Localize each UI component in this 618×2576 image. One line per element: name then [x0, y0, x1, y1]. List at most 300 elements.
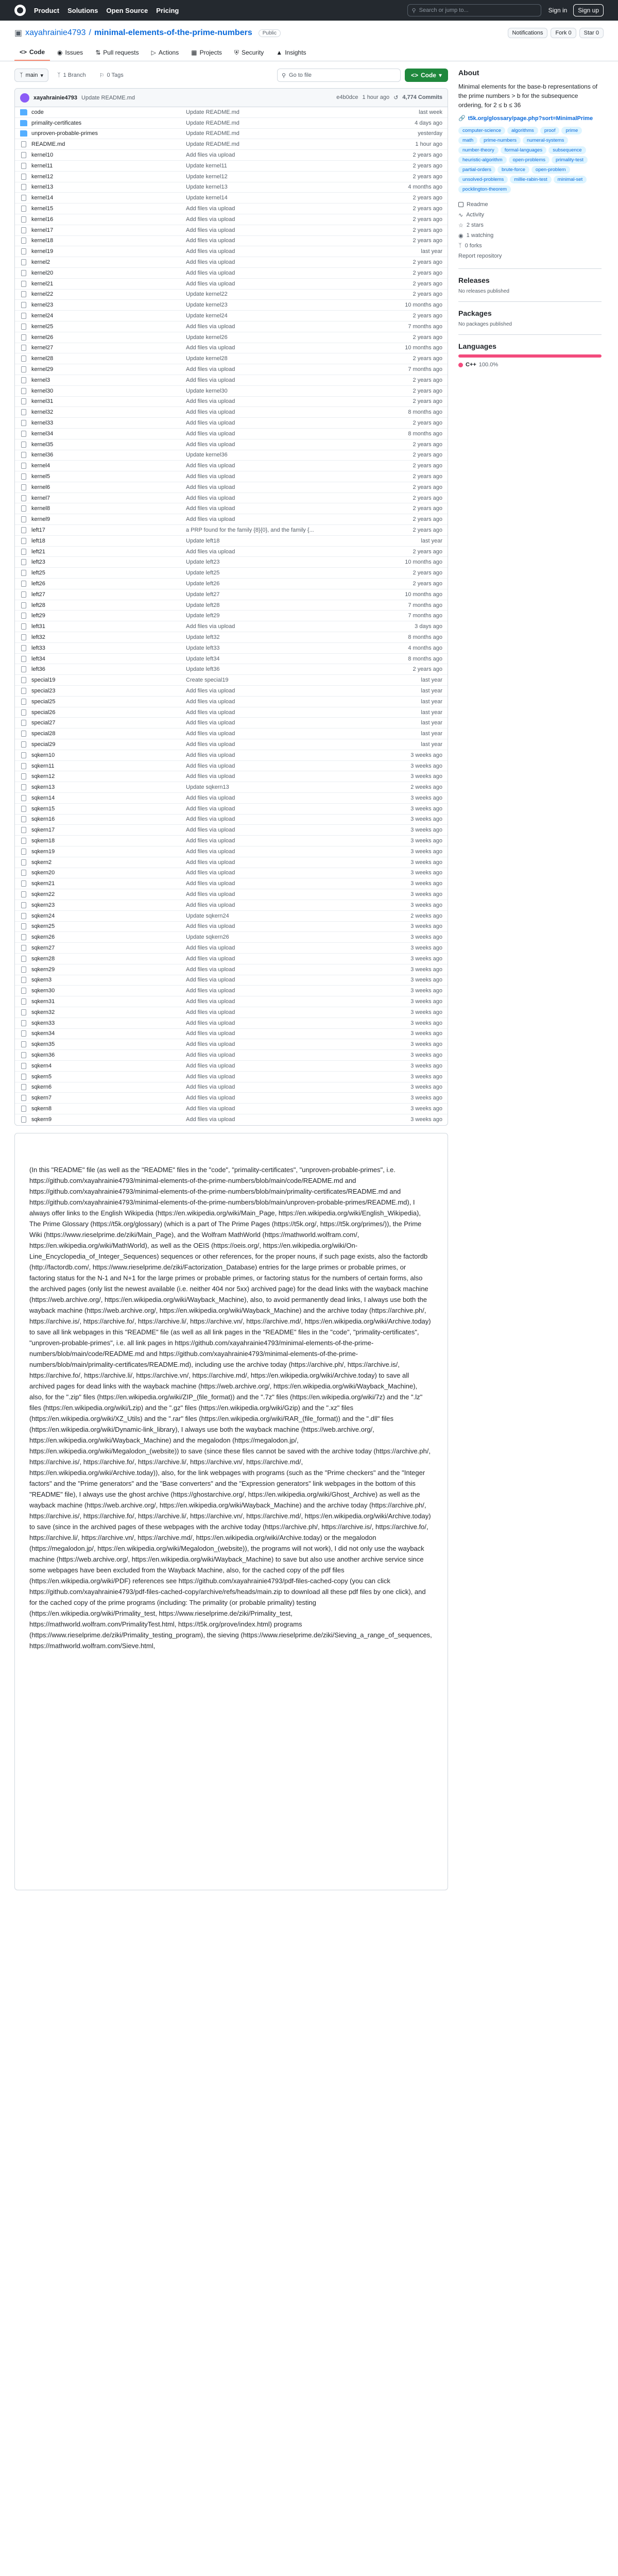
file-name[interactable]: sqkern12 — [31, 773, 55, 780]
file-name[interactable]: primality-certificates — [31, 120, 82, 126]
file-row[interactable] — [15, 771, 448, 782]
file-row[interactable] — [15, 686, 448, 697]
file-commit-message[interactable]: Update kernel30 — [186, 387, 228, 394]
file-row[interactable] — [15, 397, 448, 408]
file-commit-message[interactable]: Add files via upload — [186, 1116, 235, 1123]
file-commit-message[interactable]: Add files via upload — [186, 1030, 235, 1037]
file-row[interactable] — [15, 407, 448, 418]
global-search-input[interactable] — [407, 4, 541, 16]
file-commit-message[interactable]: Add files via upload — [186, 816, 235, 823]
file-commit-message[interactable]: Add files via upload — [186, 1084, 235, 1091]
file-name[interactable]: left33 — [31, 645, 45, 651]
file-commit-message[interactable]: Add files via upload — [186, 259, 235, 266]
file-name[interactable]: sqkern2 — [31, 859, 52, 866]
file-name[interactable]: left23 — [31, 559, 45, 566]
file-commit-message[interactable]: Add files via upload — [186, 420, 235, 426]
file-commit-message[interactable]: Create special19 — [186, 677, 229, 684]
file-commit-message[interactable]: Update left27 — [186, 591, 220, 598]
file-row[interactable] — [15, 375, 448, 386]
file-name[interactable]: sqkern27 — [31, 945, 55, 952]
file-row[interactable] — [15, 836, 448, 846]
file-commit-message[interactable]: Add files via upload — [186, 1052, 235, 1059]
file-commit-message[interactable]: Add files via upload — [186, 773, 235, 780]
file-row[interactable] — [15, 664, 448, 675]
language-item[interactable] — [458, 362, 602, 368]
file-name[interactable]: special26 — [31, 709, 56, 716]
file-name[interactable]: kernel18 — [31, 238, 54, 244]
file-commit-message[interactable]: Update README.md — [186, 141, 239, 148]
file-name[interactable]: left34 — [31, 655, 45, 662]
file-row[interactable] — [15, 643, 448, 654]
file-commit-message[interactable]: Add files via upload — [186, 463, 235, 469]
file-row[interactable] — [15, 290, 448, 300]
file-name[interactable]: kernel16 — [31, 216, 54, 223]
file-name[interactable]: kernel10 — [31, 152, 54, 159]
file-row[interactable] — [15, 225, 448, 236]
file-row[interactable] — [15, 525, 448, 536]
file-commit-message[interactable]: Update left23 — [186, 559, 220, 566]
file-row[interactable] — [15, 1072, 448, 1082]
file-row[interactable] — [15, 815, 448, 825]
file-commit-message[interactable]: Add files via upload — [186, 1095, 235, 1101]
file-name[interactable]: kernel4 — [31, 463, 50, 469]
file-name[interactable]: kernel13 — [31, 184, 54, 191]
file-commit-message[interactable]: Add files via upload — [186, 923, 235, 930]
fork-button[interactable]: Fork 0 — [551, 28, 576, 38]
file-row[interactable] — [15, 943, 448, 954]
file-commit-message[interactable]: Add files via upload — [186, 280, 235, 287]
nav-pricing[interactable]: Pricing — [156, 6, 179, 14]
file-commit-message[interactable]: Add files via upload — [186, 473, 235, 480]
topic-tag[interactable]: numeral-systems — [523, 137, 568, 144]
topic-tag[interactable]: prime — [561, 127, 582, 134]
file-commit-message[interactable]: Update left25 — [186, 570, 220, 577]
tab-security[interactable] — [229, 44, 269, 61]
file-row[interactable] — [15, 353, 448, 364]
file-row[interactable] — [15, 600, 448, 611]
file-name[interactable]: kernel3 — [31, 377, 50, 383]
file-row[interactable] — [15, 654, 448, 665]
file-name[interactable]: README.md — [31, 141, 65, 148]
file-name[interactable]: sqkern3 — [31, 977, 52, 984]
file-name[interactable]: sqkern18 — [31, 838, 55, 844]
file-commit-message[interactable]: Update kernel14 — [186, 195, 228, 201]
file-name[interactable]: sqkern5 — [31, 1073, 52, 1080]
file-row[interactable] — [15, 429, 448, 439]
file-name[interactable]: left32 — [31, 634, 45, 640]
file-name[interactable]: sqkern11 — [31, 762, 55, 769]
file-commit-message[interactable]: Add files via upload — [186, 1073, 235, 1080]
topic-tag[interactable]: heuristic-algorithm — [458, 156, 507, 164]
file-commit-message[interactable]: Add files via upload — [186, 988, 235, 994]
commit-hash[interactable]: e4b0dce — [336, 94, 358, 100]
file-row[interactable] — [15, 386, 448, 397]
file-row[interactable] — [15, 868, 448, 879]
file-row[interactable] — [15, 236, 448, 247]
file-row[interactable] — [15, 579, 448, 589]
file-row[interactable] — [15, 482, 448, 493]
file-name[interactable]: sqkern34 — [31, 1030, 55, 1037]
file-commit-message[interactable]: Update kernel22 — [186, 291, 228, 298]
file-name[interactable]: special27 — [31, 720, 56, 726]
file-name[interactable]: left21 — [31, 548, 45, 555]
file-row[interactable] — [15, 697, 448, 707]
file-commit-message[interactable]: Update left32 — [186, 634, 220, 640]
file-commit-message[interactable]: Add files via upload — [186, 409, 235, 416]
file-name[interactable]: sqkern10 — [31, 752, 55, 758]
file-row[interactable] — [15, 857, 448, 868]
history-icon[interactable]: ↺ — [393, 95, 399, 101]
file-name[interactable]: special19 — [31, 677, 56, 684]
file-row[interactable] — [15, 846, 448, 857]
file-name[interactable]: kernel34 — [31, 430, 54, 437]
repo-name-link[interactable]: minimal-elements-of-the-prime-numbers — [94, 28, 252, 37]
file-name[interactable]: left25 — [31, 570, 45, 577]
topic-tag[interactable]: partial-orders — [458, 166, 495, 174]
file-name[interactable]: left36 — [31, 666, 45, 673]
file-commit-message[interactable]: Add files via upload — [186, 548, 235, 555]
file-commit-message[interactable]: Add files via upload — [186, 323, 235, 330]
file-name[interactable]: sqkern22 — [31, 891, 55, 898]
file-name[interactable]: special25 — [31, 698, 56, 705]
code-dropdown-button[interactable] — [405, 69, 448, 82]
file-commit-message[interactable]: Add files via upload — [186, 687, 235, 694]
file-row[interactable] — [15, 204, 448, 214]
file-commit-message[interactable]: Add files via upload — [186, 720, 235, 726]
file-commit-message[interactable]: Update kernel36 — [186, 452, 228, 459]
nav-product[interactable]: Product — [34, 6, 60, 14]
file-commit-message[interactable]: Add files via upload — [186, 752, 235, 758]
file-commit-message[interactable]: Add files via upload — [186, 891, 235, 898]
topic-tag[interactable]: millie-rabin-test — [510, 176, 551, 183]
tab-code[interactable] — [14, 44, 50, 61]
file-row[interactable] — [15, 172, 448, 182]
file-commit-message[interactable]: Add files via upload — [186, 762, 235, 769]
file-commit-message[interactable]: Update sqkern24 — [186, 912, 229, 919]
file-row[interactable] — [15, 761, 448, 772]
topic-tag[interactable]: prime-numbers — [479, 137, 521, 144]
file-row[interactable] — [15, 257, 448, 268]
file-name[interactable]: sqkern4 — [31, 1062, 52, 1069]
file-name[interactable]: left26 — [31, 580, 45, 587]
file-name[interactable]: left17 — [31, 527, 45, 533]
file-name[interactable]: kernel20 — [31, 269, 54, 276]
file-row[interactable] — [15, 1018, 448, 1029]
file-name[interactable]: kernel24 — [31, 313, 54, 319]
file-name[interactable]: left27 — [31, 591, 45, 598]
file-row[interactable] — [15, 129, 448, 140]
file-commit-message[interactable]: Update kernel23 — [186, 302, 228, 309]
tab-actions[interactable] — [146, 44, 184, 61]
file-row[interactable] — [15, 1050, 448, 1061]
file-name[interactable]: sqkern31 — [31, 998, 55, 1005]
file-row[interactable] — [15, 321, 448, 332]
tab-insights[interactable] — [271, 44, 311, 61]
file-commit-message[interactable]: Update left29 — [186, 613, 220, 619]
file-row[interactable] — [15, 996, 448, 1007]
file-commit-message[interactable]: Update left18 — [186, 537, 220, 544]
file-commit-message[interactable]: Add files via upload — [186, 998, 235, 1005]
file-row[interactable] — [15, 782, 448, 793]
file-row[interactable] — [15, 536, 448, 547]
file-row[interactable] — [15, 193, 448, 204]
file-commit-message[interactable]: Add files via upload — [186, 248, 235, 255]
file-row[interactable] — [15, 707, 448, 718]
file-name[interactable]: sqkern9 — [31, 1116, 52, 1123]
file-commit-message[interactable]: Add files via upload — [186, 966, 235, 973]
file-name[interactable]: left29 — [31, 613, 45, 619]
file-row[interactable] — [15, 1082, 448, 1093]
topic-tag[interactable]: minimal-set — [554, 176, 587, 183]
file-commit-message[interactable]: Add files via upload — [186, 216, 235, 223]
file-commit-message[interactable]: Update kernel26 — [186, 334, 228, 341]
file-name[interactable]: sqkern20 — [31, 870, 55, 876]
topic-tag[interactable]: unsolved-problems — [458, 176, 508, 183]
file-commit-message[interactable]: Update kernel24 — [186, 313, 228, 319]
report-repository-link[interactable] — [458, 251, 602, 261]
file-commit-message[interactable]: Add files via upload — [186, 731, 235, 737]
file-commit-message[interactable]: Add files via upload — [186, 238, 235, 244]
file-name[interactable]: sqkern15 — [31, 805, 55, 812]
file-name[interactable]: kernel36 — [31, 452, 54, 459]
file-name[interactable]: left31 — [31, 623, 45, 630]
stat-readme[interactable] — [458, 199, 602, 210]
file-row[interactable] — [15, 1093, 448, 1104]
file-commit-message[interactable]: Update kernel28 — [186, 355, 228, 362]
file-name[interactable]: sqkern26 — [31, 934, 55, 941]
file-row[interactable] — [15, 1114, 448, 1125]
file-row[interactable] — [15, 675, 448, 686]
file-commit-message[interactable]: Add files via upload — [186, 505, 235, 512]
avatar[interactable] — [20, 93, 29, 103]
topic-tag[interactable]: primality-test — [552, 156, 588, 164]
file-name[interactable]: kernel8 — [31, 505, 50, 512]
file-row[interactable] — [15, 1104, 448, 1114]
file-name[interactable]: kernel22 — [31, 291, 54, 298]
file-row[interactable] — [15, 503, 448, 514]
releases-title[interactable]: Releases — [458, 276, 490, 284]
file-name[interactable]: sqkern6 — [31, 1084, 52, 1091]
topic-tag[interactable]: number-theory — [458, 146, 499, 154]
file-commit-message[interactable]: Update sqkern26 — [186, 934, 229, 941]
file-row[interactable] — [15, 793, 448, 804]
file-name[interactable]: kernel5 — [31, 473, 50, 480]
file-row[interactable] — [15, 514, 448, 525]
stat-activity[interactable] — [458, 210, 602, 220]
file-commit-message[interactable]: Add files via upload — [186, 741, 235, 748]
file-row[interactable] — [15, 279, 448, 290]
file-commit-message[interactable]: Add files via upload — [186, 709, 235, 716]
file-name[interactable]: sqkern8 — [31, 1106, 52, 1112]
tab-projects[interactable] — [186, 44, 227, 61]
file-name[interactable]: kernel25 — [31, 323, 54, 330]
file-row[interactable] — [15, 986, 448, 996]
file-row[interactable] — [15, 750, 448, 761]
file-commit-message[interactable]: Add files via upload — [186, 848, 235, 855]
file-row[interactable] — [15, 557, 448, 568]
file-name[interactable]: sqkern35 — [31, 1041, 55, 1048]
file-commit-message[interactable]: Add files via upload — [186, 206, 235, 212]
file-name[interactable]: sqkern29 — [31, 966, 55, 973]
file-commit-message[interactable]: Update kernel12 — [186, 173, 228, 180]
file-name[interactable]: kernel19 — [31, 248, 54, 255]
file-commit-message[interactable]: Add files via upload — [186, 495, 235, 501]
file-name[interactable]: kernel6 — [31, 484, 50, 490]
file-commit-message[interactable]: Add files via upload — [186, 345, 235, 351]
file-name[interactable]: sqkern25 — [31, 923, 55, 930]
file-name[interactable]: kernel29 — [31, 366, 54, 373]
file-name[interactable]: kernel7 — [31, 495, 50, 501]
file-name[interactable]: sqkern13 — [31, 784, 55, 791]
commits-count[interactable]: 4,774 Commits — [402, 94, 442, 100]
file-commit-message[interactable]: a PRP found for the family {8}{0}, and the family {... — [186, 527, 314, 533]
tags-link[interactable] — [95, 69, 128, 82]
file-commit-message[interactable]: Add files via upload — [186, 880, 235, 887]
file-commit-message[interactable]: Update left28 — [186, 602, 220, 608]
file-row[interactable] — [15, 632, 448, 643]
file-name[interactable]: kernel23 — [31, 302, 54, 309]
file-name[interactable]: kernel2 — [31, 259, 50, 266]
file-commit-message[interactable]: Add files via upload — [186, 377, 235, 383]
file-name[interactable]: special29 — [31, 741, 56, 748]
file-row[interactable] — [15, 911, 448, 922]
file-name[interactable]: sqkern19 — [31, 848, 55, 855]
topic-tag[interactable]: subsequence — [548, 146, 586, 154]
branch-selector[interactable] — [14, 69, 48, 82]
file-name[interactable]: kernel14 — [31, 195, 54, 201]
file-commit-message[interactable]: Add files via upload — [186, 269, 235, 276]
file-commit-message[interactable]: Add files via upload — [186, 516, 235, 523]
file-name[interactable]: sqkern7 — [31, 1095, 52, 1101]
star-button[interactable]: Star 0 — [579, 28, 604, 38]
nav-solutions[interactable]: Solutions — [67, 6, 98, 14]
file-name[interactable]: kernel12 — [31, 173, 54, 180]
file-commit-message[interactable]: Add files via upload — [186, 870, 235, 876]
file-row[interactable] — [15, 1039, 448, 1050]
topic-tag[interactable]: algorithms — [507, 127, 538, 134]
file-commit-message[interactable]: Add files via upload — [186, 1009, 235, 1015]
file-commit-message[interactable]: Add files via upload — [186, 698, 235, 705]
file-row[interactable] — [15, 889, 448, 900]
file-commit-message[interactable]: Add files via upload — [186, 1020, 235, 1026]
nav-open-source[interactable]: Open Source — [106, 6, 148, 14]
file-name[interactable]: sqkern36 — [31, 1052, 55, 1059]
file-name[interactable]: kernel26 — [31, 334, 54, 341]
file-commit-message[interactable]: Add files via upload — [186, 945, 235, 952]
file-commit-message[interactable]: Add files via upload — [186, 1106, 235, 1112]
topic-tag[interactable]: pocklington-theorem — [458, 185, 511, 193]
file-commit-message[interactable]: Add files via upload — [186, 441, 235, 448]
tab-issues[interactable] — [52, 44, 88, 61]
file-row[interactable] — [15, 150, 448, 161]
sign-up-button[interactable]: Sign up — [573, 4, 604, 16]
file-row[interactable] — [15, 214, 448, 225]
topic-tag[interactable]: computer-science — [458, 127, 505, 134]
file-commit-message[interactable]: Add files via upload — [186, 977, 235, 984]
file-row[interactable] — [15, 343, 448, 354]
file-name[interactable]: special28 — [31, 731, 56, 737]
file-commit-message[interactable]: Update left26 — [186, 580, 220, 587]
file-row[interactable] — [15, 739, 448, 750]
file-name[interactable]: kernel17 — [31, 227, 54, 233]
file-name[interactable]: unproven-probable-primes — [31, 130, 98, 137]
file-commit-message[interactable]: Add files via upload — [186, 152, 235, 159]
file-row[interactable] — [15, 471, 448, 482]
topic-tag[interactable]: open-problem — [531, 166, 570, 174]
file-row[interactable] — [15, 728, 448, 739]
file-row[interactable] — [15, 493, 448, 504]
file-name[interactable]: sqkern17 — [31, 827, 55, 834]
topic-tag[interactable]: open-problems — [509, 156, 550, 164]
file-commit-message[interactable]: Add files via upload — [186, 227, 235, 233]
homepage-link[interactable] — [458, 115, 602, 122]
tab-pull-requests[interactable] — [90, 44, 144, 61]
file-row[interactable] — [15, 1061, 448, 1072]
file-commit-message[interactable]: Update README.md — [186, 109, 239, 115]
file-row[interactable] — [15, 311, 448, 321]
branches-link[interactable] — [53, 69, 91, 82]
file-row[interactable] — [15, 922, 448, 933]
file-commit-message[interactable]: Add files via upload — [186, 1041, 235, 1048]
file-row[interactable] — [15, 332, 448, 343]
file-name[interactable]: kernel15 — [31, 206, 54, 212]
file-row[interactable] — [15, 900, 448, 911]
file-row[interactable] — [15, 300, 448, 311]
file-name[interactable]: sqkern23 — [31, 902, 55, 908]
file-name[interactable]: kernel28 — [31, 355, 54, 362]
file-name[interactable]: sqkern24 — [31, 912, 55, 919]
file-row[interactable] — [15, 621, 448, 632]
file-commit-message[interactable]: Update README.md — [186, 120, 239, 126]
file-row[interactable] — [15, 975, 448, 986]
file-name[interactable]: sqkern28 — [31, 955, 55, 962]
sign-in-link[interactable]: Sign in — [548, 7, 568, 14]
file-commit-message[interactable]: Add files via upload — [186, 623, 235, 630]
file-name[interactable]: sqkern14 — [31, 794, 55, 801]
repo-owner-link[interactable]: xayahrainie4793 — [25, 28, 86, 37]
file-row[interactable] — [15, 182, 448, 193]
file-row[interactable] — [15, 268, 448, 279]
file-commit-message[interactable]: Add files via upload — [186, 430, 235, 437]
file-commit-message[interactable]: Update README.md — [186, 130, 239, 137]
file-commit-message[interactable]: Update sqkern13 — [186, 784, 229, 791]
stat-forks[interactable] — [458, 241, 602, 251]
file-row[interactable] — [15, 568, 448, 579]
file-name[interactable]: kernel30 — [31, 387, 54, 394]
file-name[interactable]: sqkern16 — [31, 816, 55, 823]
file-commit-message[interactable]: Add files via upload — [186, 794, 235, 801]
file-row[interactable] — [15, 439, 448, 450]
file-row[interactable] — [15, 161, 448, 172]
file-name[interactable]: code — [31, 109, 44, 115]
file-commit-message[interactable]: Add files via upload — [186, 955, 235, 962]
file-row[interactable] — [15, 718, 448, 728]
file-row[interactable] — [15, 107, 448, 118]
notifications-button[interactable]: Notifications — [508, 28, 548, 38]
file-row[interactable] — [15, 139, 448, 150]
file-row[interactable] — [15, 1007, 448, 1018]
file-commit-message[interactable]: Update left36 — [186, 666, 220, 673]
file-name[interactable]: special23 — [31, 687, 56, 694]
file-row[interactable] — [15, 825, 448, 836]
file-row[interactable] — [15, 450, 448, 461]
file-row[interactable] — [15, 246, 448, 257]
file-row[interactable] — [15, 547, 448, 557]
file-commit-message[interactable]: Add files via upload — [186, 859, 235, 866]
file-name[interactable]: kernel31 — [31, 398, 54, 405]
file-name[interactable]: sqkern32 — [31, 1009, 55, 1015]
file-name[interactable]: kernel11 — [31, 162, 53, 169]
